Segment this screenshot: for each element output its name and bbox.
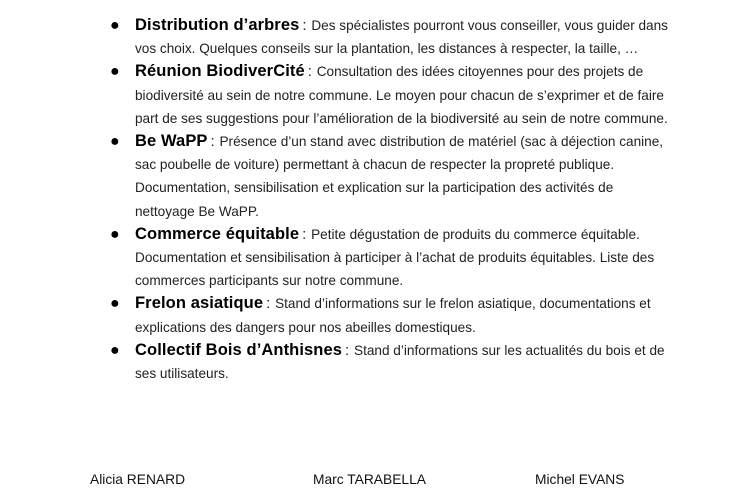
item-separator: : — [210, 133, 215, 151]
list-item — [108, 292, 668, 338]
item-term: Be WaPP — [135, 132, 208, 151]
item-term: Commerce équitable — [135, 224, 300, 243]
bullet-icon: ● — [110, 17, 120, 34]
list-item — [108, 14, 668, 60]
list-item — [108, 223, 668, 293]
item-description: Des spécialistes pourront vous conseiller, vous guider dans vos choix. Quelques conseils sur la plantation, les distances à respecter, la taille, … — [135, 18, 668, 57]
bullet-icon: ● — [110, 63, 120, 81]
signature-row — [0, 472, 750, 494]
bullet-icon: ● — [110, 133, 120, 151]
item-description: Stand d’informations sur les actualités du bois et de ses utilisateurs. — [135, 342, 665, 382]
item-term: Distribution d’arbres — [135, 16, 300, 34]
item-separator: : — [307, 63, 312, 81]
item-separator: : — [302, 225, 307, 243]
bullet-icon: ● — [110, 341, 120, 359]
signature-name: Michel EVANS — [535, 472, 625, 487]
item-term: Collectif Bois d’Anthisnes — [135, 340, 343, 359]
item-description: Présence d’un stand avec distribution de matériel (sac à déjection canine, sac poubelle de voiture) permettant à chacun de respecter la propreté publique. Documentation, sensibilisation et explication sur la participation des activités de nettoyage Be WaPP. — [135, 134, 664, 219]
item-separator: : — [302, 17, 307, 34]
bullet-icon: ● — [110, 225, 120, 243]
item-description: Consultation des idées citoyennes pour des projets de biodiversité au sein de notre commune. Le moyen pour chacun de s’exprimer et de faire part de ses suggestions pour l’amélioration de la biodiversité au sein de notre commune. — [135, 64, 668, 126]
list-item — [108, 60, 668, 130]
signature-name: Marc TARABELLA — [313, 472, 426, 487]
item-separator: : — [345, 341, 350, 359]
list-item — [108, 339, 668, 385]
item-term: Réunion BiodiverCité — [135, 62, 305, 81]
signature-name: Alicia RENARD — [90, 472, 186, 487]
activity-list — [108, 14, 668, 385]
item-description: Petite dégustation de produits du commerce équitable. Documentation et sensibilisation à participer à l’achat de produits équitables. Liste des commerces participants sur notre commune. — [135, 226, 655, 289]
bullet-icon: ● — [110, 295, 120, 313]
list-item — [108, 130, 668, 223]
item-term: Frelon asiatique — [135, 294, 264, 313]
item-separator: : — [266, 295, 271, 313]
item-description: Stand d’informations sur le frelon asiatique, documentations et explications des dangers pour nos abeilles domestiques. — [135, 296, 651, 335]
